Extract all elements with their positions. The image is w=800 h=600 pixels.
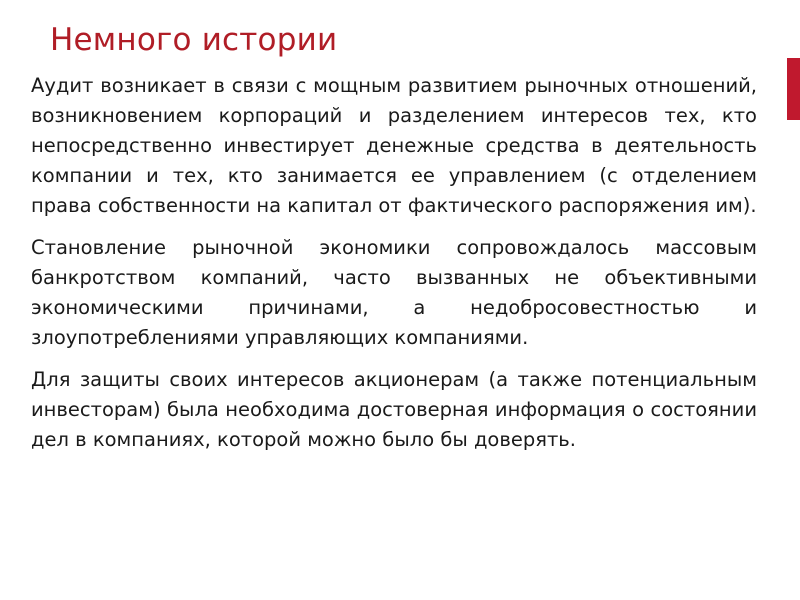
paragraph-1: Аудит возникает в связи с мощным развитием рыночных отношений, возникновением корпораций и разделением интересов тех, кто непосредственно инвестирует денежные средства в деятельность компании и тех, кто занимается ее управлением (с отделением права собственности на капитал от фактического распоряжения им). — [31, 74, 757, 217]
accent-bar — [787, 58, 800, 120]
slide-content — [31, 71, 757, 467]
paragraph-3: Для защиты своих интересов акционерам (а также потенциальным инвесторам) была необходима достоверная информация о состоянии дел в компаниях, которой можно было бы доверять. — [31, 368, 757, 451]
slide-title: Немного истории — [50, 22, 338, 58]
paragraph-2: Становление рыночной экономики сопровождалось массовым банкротством компаний, часто вызванных не объективными экономическими причинами, а недобросовестностью и злоупотреблениями управляющих компаниями. — [31, 236, 757, 349]
